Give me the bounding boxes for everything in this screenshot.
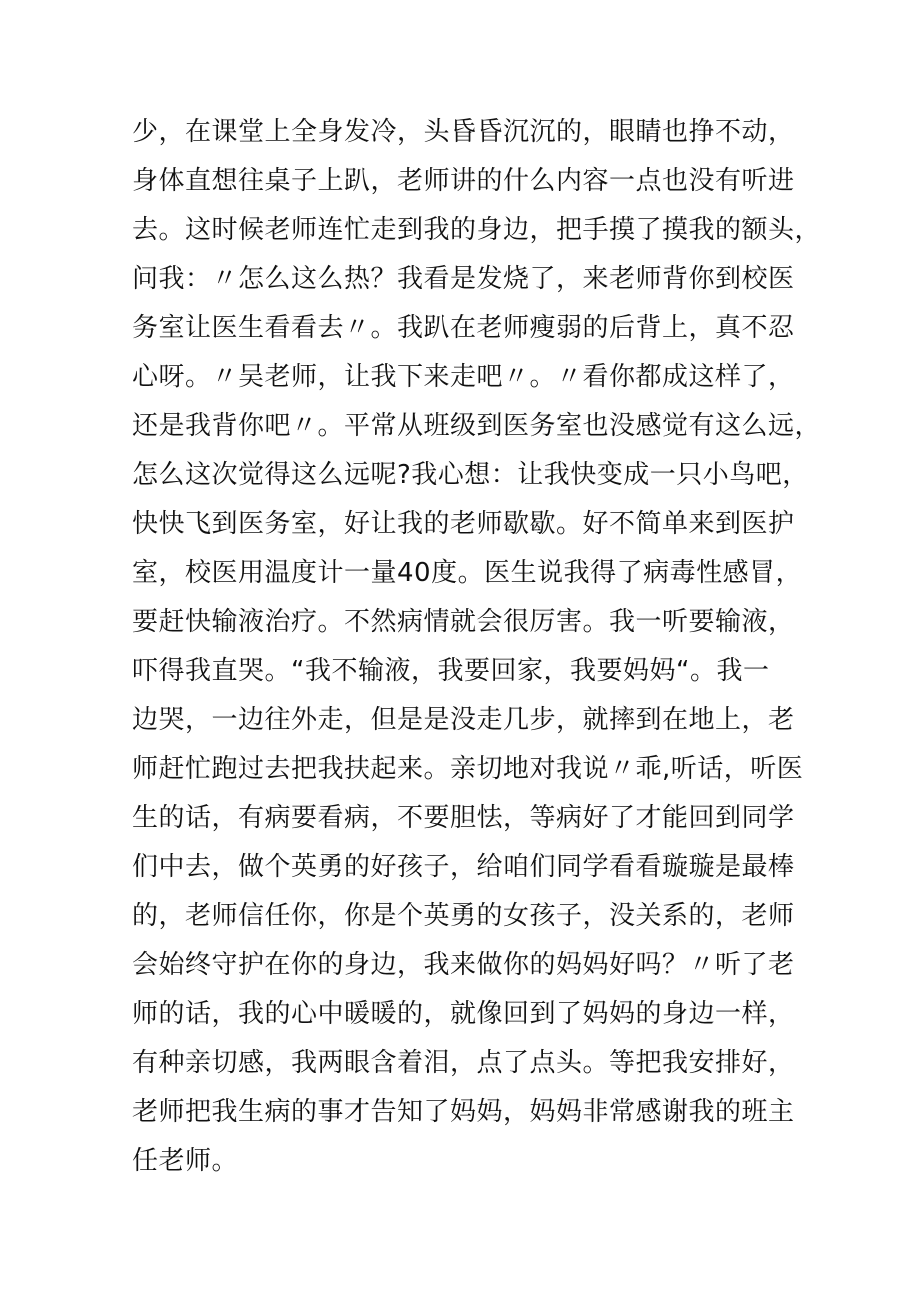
text-line: 吓得我直哭。“我不输液，我要回家，我要妈妈“。我一 [132, 656, 770, 686]
text-line: 边哭，一边往外走，但是是没走几步，就摔到在地上，老 [132, 705, 795, 735]
text-line: 问我：〃怎么这么热？我看是发烧了，来老师背你到校医 [132, 264, 795, 294]
text-line: 的，老师信任你，你是个英勇的女孩子，没关系的，老师 [132, 901, 795, 931]
text-line: 少，在课堂上全身发冷，头昏昏沉沉的，眼睛也挣不动， [132, 117, 795, 147]
text-line: 务室让医生看看去〃。我趴在老师瘦弱的后背上，真不忍 [132, 313, 795, 343]
text-line: 会始终守护在你的身边，我来做你的妈妈好吗？〃听了老 [132, 950, 795, 980]
text-line: 生的话，有病要看病，不要胆怯，等病好了才能回到同学 [132, 803, 795, 833]
text-line: 老师把我生病的事才告知了妈妈，妈妈非常感谢我的班主 [132, 1097, 795, 1127]
body-paragraph [132, 108, 822, 1186]
text-line: 任老师。 [132, 1146, 239, 1176]
text-line: 怎么这次觉得这么远呢?我心想：让我快变成一只小鸟吧， [132, 460, 809, 490]
text-line: 要赶快输液治疗。不然病情就会很厉害。我一听要输液， [132, 607, 795, 637]
text-line: 师赶忙跑过去把我扶起来。亲切地对我说〃乖,听话，听医 [132, 754, 804, 784]
text-line: 室，校医用温度计一量40度。医生说我得了病毒性感冒， [132, 558, 803, 588]
text-line: 快快飞到医务室，好让我的老师歇歇。好不简单来到医护 [132, 509, 795, 539]
text-line: 师的话，我的心中暖暖的，就像回到了妈妈的身边一样， [132, 999, 795, 1029]
text-line: 身体直想往桌子上趴，老师讲的什么内容一点也没有听进 [132, 166, 795, 196]
text-line: 们中去，做个英勇的好孩子，给咱们同学看看璇璇是最棒 [132, 852, 795, 882]
text-line: 去。这时候老师连忙走到我的身边，把手摸了摸我的额头， [132, 215, 822, 245]
text-line: 还是我背你吧〃。平常从班级到医务室也没感觉有这么远， [132, 411, 822, 441]
text-line: 有种亲切感，我两眼含着泪，点了点头。等把我安排好， [132, 1048, 795, 1078]
text-line: 心呀。〃吴老师，让我下来走吧〃。〃看你都成这样了， [132, 362, 795, 392]
